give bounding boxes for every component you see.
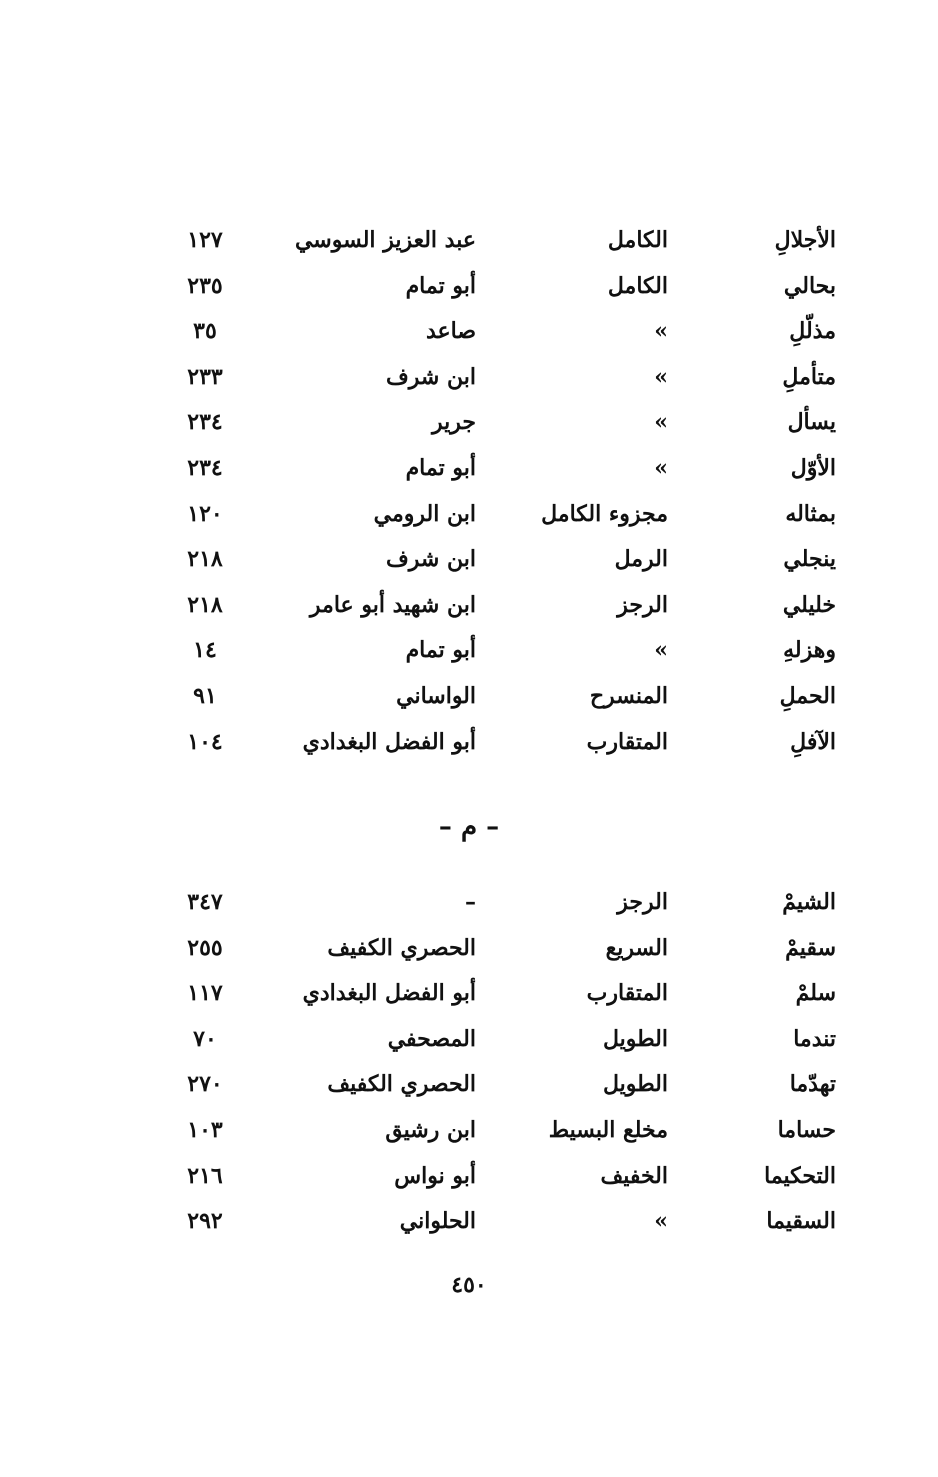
index-row <box>0 926 938 972</box>
poet-name: الحصري الكفيف <box>327 934 476 961</box>
index-row <box>0 583 938 629</box>
meter-name: » <box>654 637 668 664</box>
page-reference: ١٠٣ <box>187 1116 223 1143</box>
meter-name: الخفيف <box>600 1162 668 1189</box>
poet-name: الحلواني <box>399 1208 476 1235</box>
meter-name: الكامل <box>607 227 668 253</box>
rhyme-word: بمثاله <box>785 500 836 527</box>
poet-name: المصحفي <box>387 1025 476 1052</box>
page-reference: ٢٣٣ <box>187 363 223 390</box>
rhyme-word: مذلّلِ <box>789 318 836 345</box>
rhyme-word: تهدّما <box>789 1071 836 1098</box>
meter-name: الرجز <box>617 889 668 915</box>
poet-name: أبو تمام <box>405 454 476 481</box>
page-reference: ٩١ <box>193 682 217 709</box>
rhyme-word: الحملِ <box>779 682 836 709</box>
poet-name: الحصري الكفيف <box>327 1071 476 1098</box>
rhyme-word: الأجلالِ <box>774 227 836 253</box>
meter-name: » <box>654 363 668 390</box>
meter-name: السريع <box>605 934 668 961</box>
index-row <box>0 1017 938 1063</box>
index-row <box>0 400 938 446</box>
poet-name: أبو نواس <box>394 1162 476 1189</box>
rhyme-word: السقيما <box>766 1208 836 1235</box>
rhyme-word: سلمْ <box>795 980 836 1007</box>
index-row <box>0 880 938 926</box>
poet-name: ابن شهيد أبو عامر <box>309 591 476 618</box>
index-row <box>0 492 938 538</box>
index-row <box>0 537 938 583</box>
index-row <box>0 1108 938 1154</box>
meter-name: » <box>654 409 668 436</box>
meter-name: » <box>654 454 668 481</box>
page-reference: ٢٣٤ <box>187 409 223 436</box>
index-row <box>0 1199 938 1245</box>
section-heading-mim: – م – <box>438 812 500 842</box>
rhyme-index-section-lam <box>0 218 938 765</box>
meter-name: مخلع البسيط <box>548 1116 668 1143</box>
rhyme-word: الأوّل <box>790 454 836 481</box>
rhyme-word: الآفلِ <box>790 728 836 755</box>
poet-name: ابن رشيق <box>385 1116 476 1143</box>
page-reference: ٢٥٥ <box>187 934 223 961</box>
rhyme-word: الشيمْ <box>782 889 836 915</box>
rhyme-word: التحكيما <box>764 1162 836 1189</box>
page-reference: ١٢٧ <box>187 227 223 253</box>
poet-name: – <box>465 889 476 915</box>
page-reference: ٧٠ <box>193 1025 217 1052</box>
meter-name: الطويل <box>602 1025 668 1052</box>
meter-name: الكامل <box>607 272 668 299</box>
page-reference: ١١٧ <box>187 980 223 1007</box>
rhyme-word: يسأل <box>787 409 836 436</box>
index-row <box>0 355 938 401</box>
page-reference: ٣٥ <box>193 318 217 345</box>
page-reference: ٢٧٠ <box>187 1071 223 1098</box>
index-row <box>0 1062 938 1108</box>
index-row <box>0 674 938 720</box>
index-row <box>0 971 938 1017</box>
rhyme-word: حساما <box>777 1116 836 1143</box>
poet-name: الواساني <box>396 682 476 709</box>
page-reference: ١٠٤ <box>187 728 223 755</box>
rhyme-index-section-mim <box>0 880 938 1245</box>
poet-name: أبو تمام <box>405 272 476 299</box>
rhyme-word: ينجلي <box>783 546 836 573</box>
index-row <box>0 628 938 674</box>
index-row <box>0 264 938 310</box>
page-reference: ٢٩٢ <box>187 1208 223 1235</box>
meter-name: المتقارب <box>586 980 668 1007</box>
poet-name: عبد العزيز السوسي <box>294 227 476 253</box>
page-reference: ٢١٨ <box>187 591 223 618</box>
page-reference: ١٢٠ <box>187 500 223 527</box>
rhyme-word: تندما <box>793 1025 836 1052</box>
rhyme-word: سقيمْ <box>785 934 836 961</box>
index-row <box>0 446 938 492</box>
index-row <box>0 720 938 766</box>
poet-name: جرير <box>432 409 476 436</box>
meter-name: » <box>654 1208 668 1235</box>
page-number: ٤٥٠ <box>451 1272 487 1298</box>
page-reference: ٢١٨ <box>187 546 223 573</box>
poet-name: أبو تمام <box>405 637 476 664</box>
meter-name: المتقارب <box>586 728 668 755</box>
poet-name: ابن الرومي <box>373 500 476 527</box>
poet-name: أبو الفضل البغدادي <box>302 980 476 1007</box>
meter-name: الرمل <box>614 546 668 573</box>
rhyme-word: متأملِ <box>782 363 836 390</box>
index-row <box>0 309 938 355</box>
rhyme-word: وهزلهِ <box>783 637 836 664</box>
poet-name: صاعد <box>425 318 476 345</box>
page-reference: ٢٣٥ <box>187 272 223 299</box>
meter-name: الرجز <box>617 591 668 618</box>
page-reference: ٢٣٤ <box>187 454 223 481</box>
rhyme-word: خليلي <box>782 591 836 618</box>
meter-name: » <box>654 318 668 345</box>
meter-name: المنسرح <box>589 682 668 709</box>
index-row <box>0 1154 938 1200</box>
poet-name: أبو الفضل البغدادي <box>302 728 476 755</box>
page-reference: ٣٤٧ <box>187 889 223 915</box>
poet-name: ابن شرف <box>385 363 476 390</box>
page-reference: ١٤ <box>193 637 217 664</box>
page-reference: ٢١٦ <box>187 1162 223 1189</box>
rhyme-word: بحالي <box>783 272 836 299</box>
index-row <box>0 218 938 264</box>
meter-name: الطويل <box>602 1071 668 1098</box>
meter-name: مجزوء الكامل <box>541 500 668 527</box>
poet-name: ابن شرف <box>385 546 476 573</box>
